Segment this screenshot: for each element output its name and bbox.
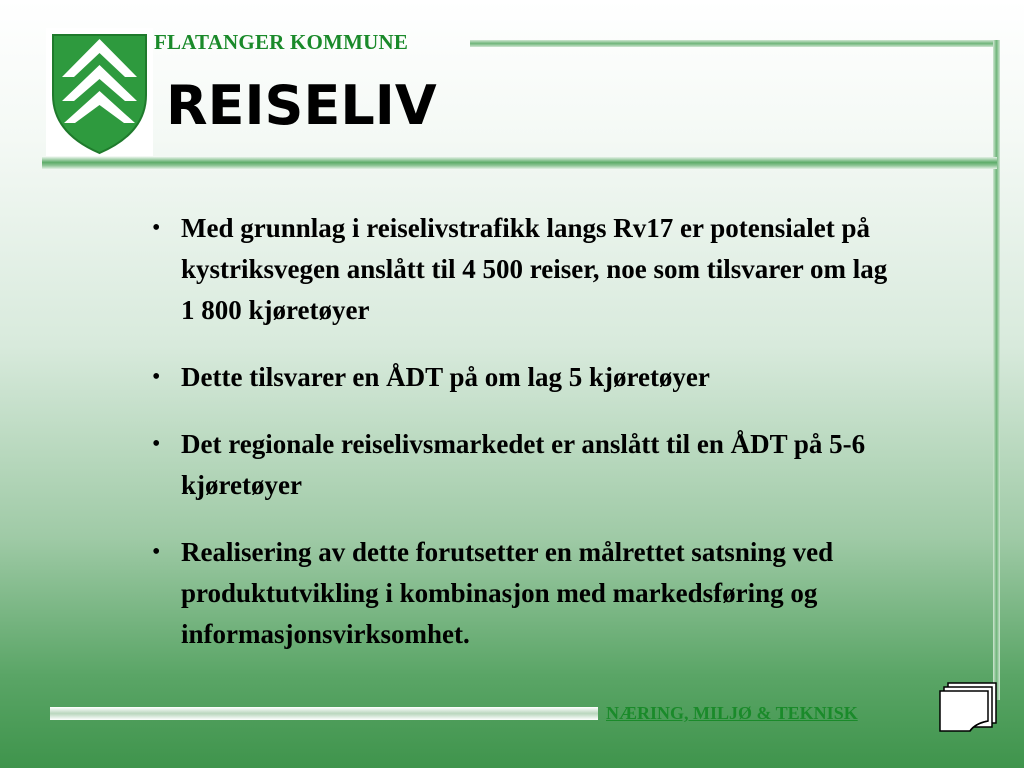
- bullet-text: Det regionale reiselivsmarkedet er anslått til en ÅDT på 5-6 kjøretøyer: [181, 429, 866, 500]
- page-title: REISELIV: [166, 74, 437, 137]
- footer-rule: [50, 707, 598, 720]
- bullet-dot: •: [152, 215, 161, 241]
- logo: [46, 28, 153, 156]
- bullet-dot: •: [152, 364, 161, 390]
- bullet-list: [150, 208, 900, 681]
- bullet-dot: •: [152, 431, 161, 457]
- document-stack-icon: [936, 681, 1000, 735]
- bullet-dot: •: [152, 539, 161, 565]
- bullet-text: Med grunnlag i reiselivstrafikk langs Rv17 er potensialet på kystriksvegen anslått til 4 500 reiser, noe som tilsvarer om lag 1 800 kjøretøyer: [181, 213, 888, 325]
- header-rule: [470, 40, 1000, 47]
- bullet-item: [150, 208, 900, 331]
- bullet-item: [150, 357, 900, 398]
- bullet-item: [150, 532, 900, 655]
- title-divider: [42, 157, 997, 169]
- right-border-rule: [993, 40, 1000, 700]
- footer-department-link[interactable]: NÆRING, MILJØ & TEKNISK: [606, 703, 858, 723]
- coat-of-arms-icon: [51, 33, 148, 155]
- bullet-text: Dette tilsvarer en ÅDT på om lag 5 kjøretøyer: [181, 362, 710, 392]
- bullet-item: [150, 424, 900, 506]
- organization-name: FLATANGER KOMMUNE: [154, 30, 409, 54]
- bullet-text: Realisering av dette forutsetter en målrettet satsning ved produktutvikling i kombinasjon med markedsføring og informasjonsvirksomhet.: [181, 537, 834, 649]
